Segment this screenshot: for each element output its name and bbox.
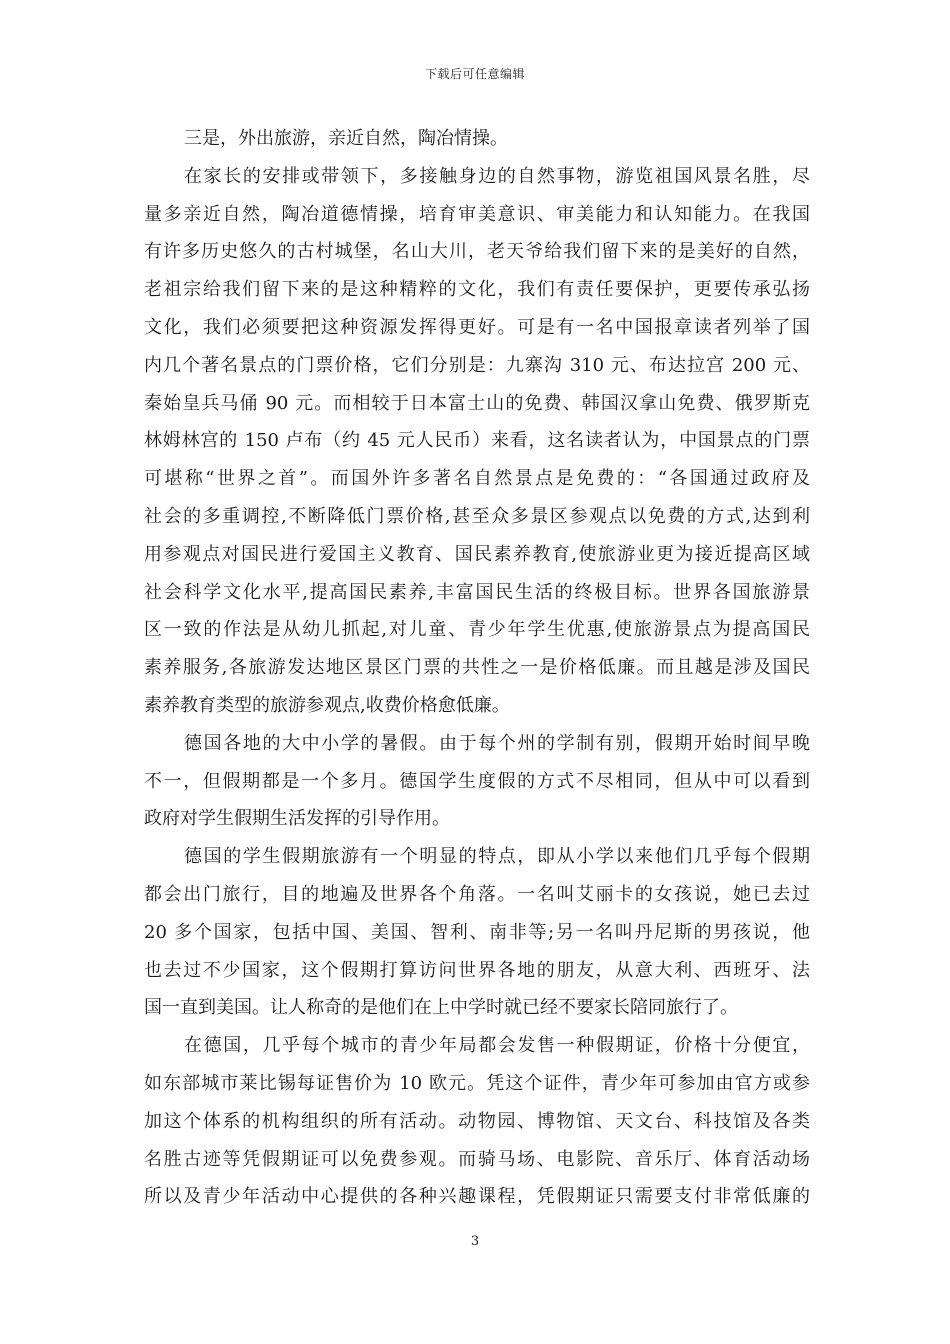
paragraph [144,838,810,1027]
text-line: 文化，我们必须要把这种资源发挥得更好。可是有一名中国报章读者列举了国 [144,316,810,338]
text-line: 用参观点对国民进行爱国主义教育、国民素养教育,使旅游业更为接近提高区域 [144,543,810,565]
text-line: 可堪称“世界之首”。而国外许多著名自然景点是免费的：“各国通过政府及 [144,468,810,490]
text-line: 都会出门旅行，目的地遍及世界各个角落。一名叫艾丽卡的女孩说，她已去过 [144,883,810,905]
text-line: 20 多个国家，包括中国、美国、智利、南非等;另一名叫丹尼斯的男孩说，他 [144,921,810,943]
text-line: 政府对学生假期生活发挥的引导作用。 [144,808,450,830]
text-line: 内几个著名景点的门票价格，它们分别是：九寨沟 310 元、布达拉宫 200 元、 [144,354,810,376]
text-line: 在家长的安排或带领下，多接触身边的自然事物，游览祖国风景名胜，尽 [184,165,810,187]
text-line: 德国各地的大中小学的暑假。由于每个州的学制有别，假期开始时间早晚 [184,732,810,754]
text-line: 社会的多重调控,不断降低门票价格,甚至众多景区参观点以免费的方式,达到利 [144,505,810,527]
text-line: 三是，外出旅游，亲近自然，陶冶情操。 [184,128,508,149]
text-line: 量多亲近自然，陶冶道德情操，培育审美意识、审美能力和认知能力。在我国 [144,203,810,225]
paragraph [144,120,810,158]
document-body [144,120,810,1216]
paragraph [144,158,810,725]
text-line: 所以及青少年活动中心提供的各种兴趣课程，凭假期证只需要支付非常低廉的 [144,1186,810,1208]
text-line: 加这个体系的机构组织的所有活动。动物园、博物馆、天文台、科技馆及各类 [144,1110,810,1132]
paragraph [144,725,810,838]
page-number: 3 [470,1234,480,1249]
text-line: 林姆林宫的 150 卢布（约 45 元人民币）来看，这名读者认为，中国景点的门票 [144,430,810,452]
text-line: 素养服务,各旅游发达地区景区门票的共性之一是价格低廉。而且越是涉及国民 [144,657,810,679]
text-line: 名胜古迹等凭假期证可以免费参观。而骑马场、电影院、音乐厅、体育活动场 [144,1148,810,1170]
text-line: 秦始皇兵马俑 90 元。而相较于日本富士山的免费、韩国汉拿山免费、俄罗斯克 [144,392,810,414]
text-line: 国一直到美国。让人称奇的是他们在上中学时就已经不要家长陪同旅行了。 [144,997,738,1019]
text-line: 区一致的作法是从幼儿抓起,对儿童、青少年学生优惠,使旅游景点为提高国民 [144,619,810,641]
text-line: 素养教育类型的旅游参观点,收费价格愈低廉。 [144,694,510,716]
text-line: 如东部城市莱比锡每证售价为 10 欧元。凭这个证件，青少年可参加由官方或参 [144,1072,810,1094]
text-line: 老祖宗给我们留下来的是这种精粹的文化，我们有责任要保护，更要传承弘扬 [144,279,810,301]
text-line: 在德国，几乎每个城市的青少年局都会发售一种假期证，价格十分便宜， [184,1035,810,1057]
page-header: 下载后可任意编辑 [424,67,525,81]
text-line: 德国的学生假期旅游有一个明显的特点，即从小学以来他们几乎每个假期 [184,846,810,868]
text-line: 有许多历史悠久的古村城堡，名山大川，老天爷给我们留下来的是美好的自然， [144,241,810,263]
text-line: 不一，但假期都是一个多月。德国学生度假的方式不尽相同，但从中可以看到 [144,770,810,792]
paragraph [144,1027,810,1216]
text-line: 社会科学文化水平,提高国民素养,丰富国民生活的终极目标。世界各国旅游景 [144,581,810,603]
text-line: 也去过不少国家，这个假期打算访问世界各地的朋友，从意大利、西班牙、法 [144,959,810,981]
